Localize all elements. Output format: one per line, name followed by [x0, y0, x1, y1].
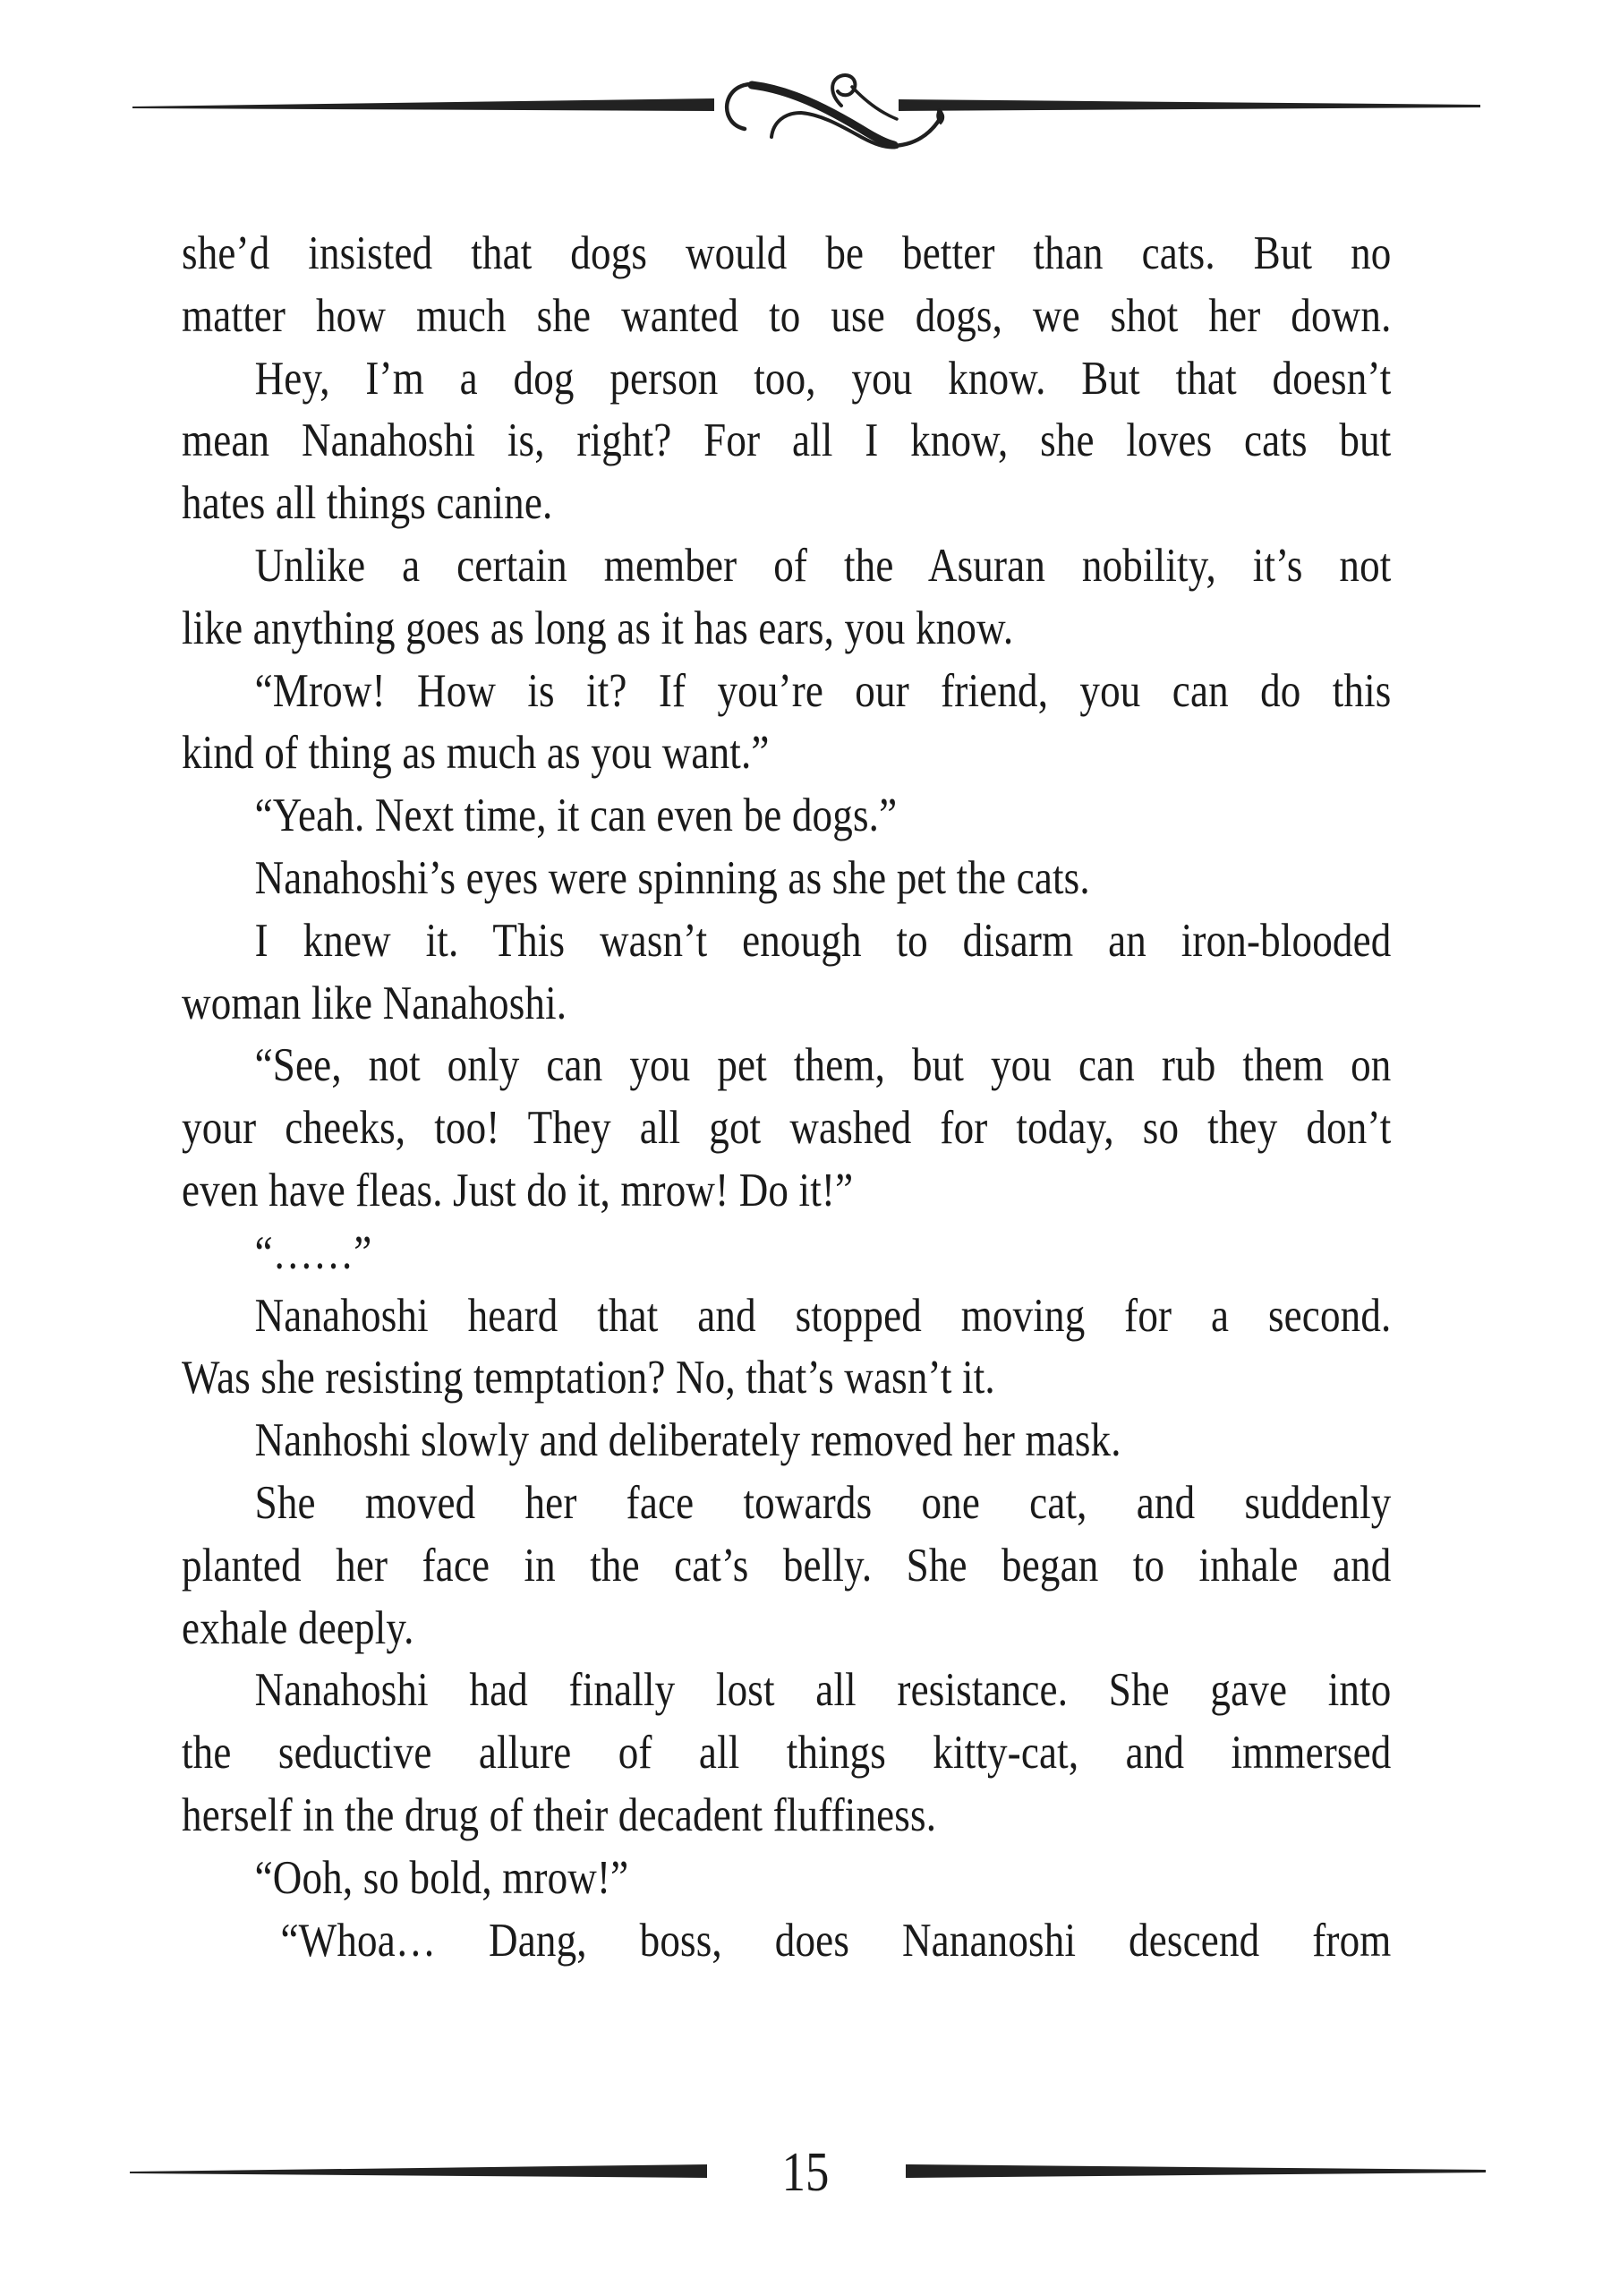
text-line: exhale deeply.	[182, 1601, 414, 1654]
text-line: mean Nanahoshi is, right? For all I know, she loves cats but	[182, 414, 1392, 467]
text-line: Hey, I’m a dog person too, you know. But that doesn’t	[254, 352, 1392, 405]
text-line: “See, not only can you pet them, but you can rub them on	[254, 1039, 1392, 1092]
text-line: Nanahoshi’s eyes were spinning as she pet the cats.	[254, 851, 1090, 904]
body-text	[182, 223, 1605, 1972]
text-line: Was she resisting temptation? No, that’s wasn’t it.	[182, 1352, 995, 1404]
text-line: herself in the drug of their decadent fluffiness.	[182, 1788, 937, 1841]
header-rule-right	[899, 99, 1480, 111]
text-line: your cheeks, too! They all got washed for today, so they don’t	[182, 1102, 1392, 1155]
text-line: matter how much she wanted to use dogs, we shot her down.	[182, 289, 1392, 342]
text-line: even have fleas. Just do it, mrow! Do it!”	[182, 1164, 854, 1216]
text-line: like anything goes as long as it has ears, you know.	[182, 602, 1014, 654]
text-line: planted her face in the cat’s belly. She began to inhale and	[182, 1539, 1392, 1592]
text-line: “Whoa… Dang, boss, does Nananoshi descend from	[280, 1914, 1392, 1967]
header-rule-left	[132, 98, 714, 111]
text-line: she’d insisted that dogs would be better than cats. But no	[182, 227, 1392, 279]
text-line: “Ooh, so bold, mrow!”	[254, 1851, 629, 1904]
header-flourish-divider	[0, 0, 1611, 206]
text-line: “……”	[254, 1226, 372, 1279]
text-line: “Mrow! How is it? If you’re our friend, you can do this	[254, 664, 1392, 717]
text-line: Unlike a certain member of the Asuran nobility, it’s not	[254, 539, 1392, 592]
text-line: woman like Nanahoshi.	[182, 977, 567, 1029]
calligraphy-flourish-icon	[727, 75, 943, 147]
text-line: Nanahoshi had finally lost all resistance. She gave into	[254, 1664, 1392, 1717]
text-line: the seductive allure of all things kitty-cat, and immersed	[182, 1727, 1392, 1780]
text-line: “Yeah. Next time, it can even be dogs.”	[254, 790, 898, 842]
page-number: 15	[781, 2142, 830, 2203]
page-number-row	[0, 2142, 1611, 2203]
text-line: hates all things canine.	[182, 477, 553, 530]
text-line: kind of thing as much as you want.”	[182, 727, 770, 780]
text-line: She moved her face towards one cat, and suddenly	[254, 1476, 1392, 1529]
text-line: Nanahoshi heard that and stopped moving for a second.	[254, 1289, 1392, 1342]
text-line: Nanhoshi slowly and deliberately removed her mask.	[254, 1414, 1121, 1467]
text-line: I knew it. This wasn’t enough to disarm an iron-blooded	[254, 914, 1392, 967]
